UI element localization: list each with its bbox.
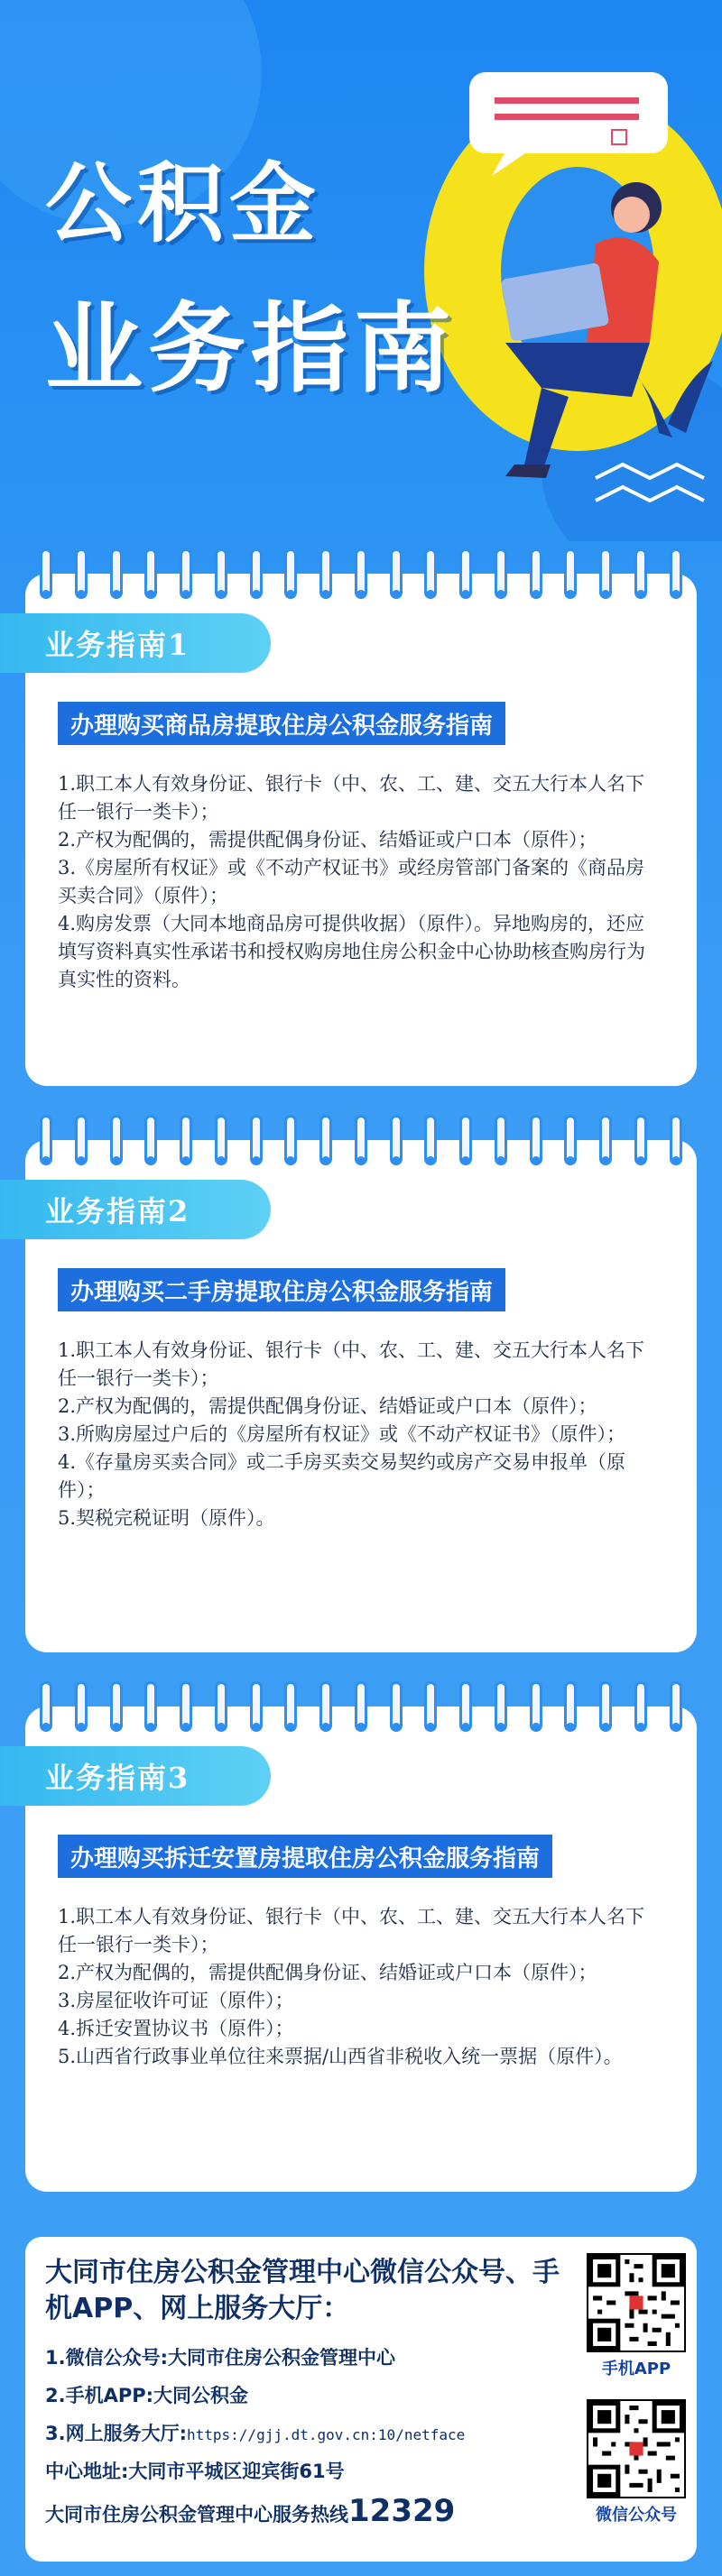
footer-wechat: 1.微信公众号:大同市住房公积金管理中心	[45, 2347, 395, 2369]
binder-rings	[25, 548, 697, 599]
guide-items	[58, 1337, 662, 1532]
guide-tag: 业务指南1	[0, 613, 271, 673]
hero-title-line1: 公积金	[45, 153, 321, 254]
footer-title: 大同市住房公积金管理中心微信公众号、手机APP、网上服务大厅：	[45, 2257, 560, 2324]
binder-rings	[25, 1681, 697, 1732]
footer-address: 中心地址:大同市平城区迎宾街61号	[45, 2461, 345, 2482]
hero-banner	[0, 0, 722, 541]
footer-online-label: 3.网上服务大厅:	[45, 2423, 187, 2444]
wechat-qr-label: 微信公众号	[596, 2506, 677, 2525]
list-item: 4.《存量房买卖合同》或二手房买卖交易契约或房产交易申报单（原件）；	[58, 1451, 626, 1501]
app-qr-label: 手机APP	[601, 2360, 671, 2378]
guide-subtitle: 办理购买二手房提取住房公积金服务指南	[58, 1268, 505, 1311]
list-item: 4.拆迁安置协议书（原件）；	[58, 2018, 294, 2039]
list-item: 2.产权为配偶的，需提供配偶身份证、结婚证或户口本（原件）；	[58, 1395, 597, 1417]
guide-tag: 业务指南2	[0, 1180, 271, 1239]
guide-tag: 业务指南3	[0, 1746, 271, 1806]
binder-rings	[25, 1115, 697, 1165]
footer-app: 2.手机APP:大同公积金	[45, 2385, 249, 2406]
list-item: 3.房屋征收许可证（原件）；	[58, 1990, 294, 2011]
contact-footer	[25, 2237, 697, 2562]
list-item: 3.所购房屋过户后的《房屋所有权证》或《不动产权证书》（原件）；	[58, 1423, 626, 1445]
hotline-label: 大同市住房公积金管理中心服务热线	[45, 2504, 348, 2525]
guide-card-2	[25, 1140, 697, 1652]
list-item: 2.产权为配偶的，需提供配偶身份证、结婚证或户口本（原件）；	[58, 829, 597, 851]
list-item: 1.职工本人有效身份证、银行卡（中、农、工、建、交五大行本人名下任一银行一类卡）；	[58, 1339, 645, 1389]
footer-online-hall	[45, 2419, 465, 2446]
wechat-qr-code	[587, 2399, 686, 2498]
app-qr-code	[587, 2253, 686, 2352]
hero-title-line2: 业务指南	[45, 293, 458, 406]
list-item: 3.《房屋所有权证》或《不动产权证书》或经房管部门备案的《商品房买卖合同》（原件）；	[58, 857, 645, 906]
hotline-number: 12329	[348, 2493, 456, 2529]
guide-card-1	[25, 574, 697, 1086]
list-item: 1.职工本人有效身份证、银行卡（中、农、工、建、交五大行本人名下任一银行一类卡）；	[58, 773, 645, 823]
list-item: 5.契税完税证明（原件）。	[58, 1507, 275, 1529]
list-item: 5.山西省行政事业单位往来票据/山西省非税收入统一票据（原件）。	[58, 2046, 623, 2067]
list-item: 2.产权为配偶的，需提供配偶身份证、结婚证或户口本（原件）；	[58, 1962, 597, 1983]
list-item: 4.购房发票（大同本地商品房可提供收据）（原件）。异地购房的，还应填写资料真实性承诺书和授权购房地住房公积金中心协助核查购房行为真实性的资料。	[58, 913, 645, 990]
guide-card-3	[25, 1707, 697, 2192]
guide-subtitle: 办理购买商品房提取住房公积金服务指南	[58, 702, 505, 745]
footer-hotline	[45, 2493, 455, 2529]
guide-subtitle: 办理购买拆迁安置房提取住房公积金服务指南	[58, 1835, 552, 1878]
guide-items	[58, 1903, 662, 2071]
footer-online-url[interactable]: https://gjj.dt.gov.cn:10/netface	[187, 2426, 466, 2443]
list-item: 1.职工本人有效身份证、银行卡（中、农、工、建、交五大行本人名下任一银行一类卡）；	[58, 1906, 645, 1955]
guide-items	[58, 770, 662, 994]
